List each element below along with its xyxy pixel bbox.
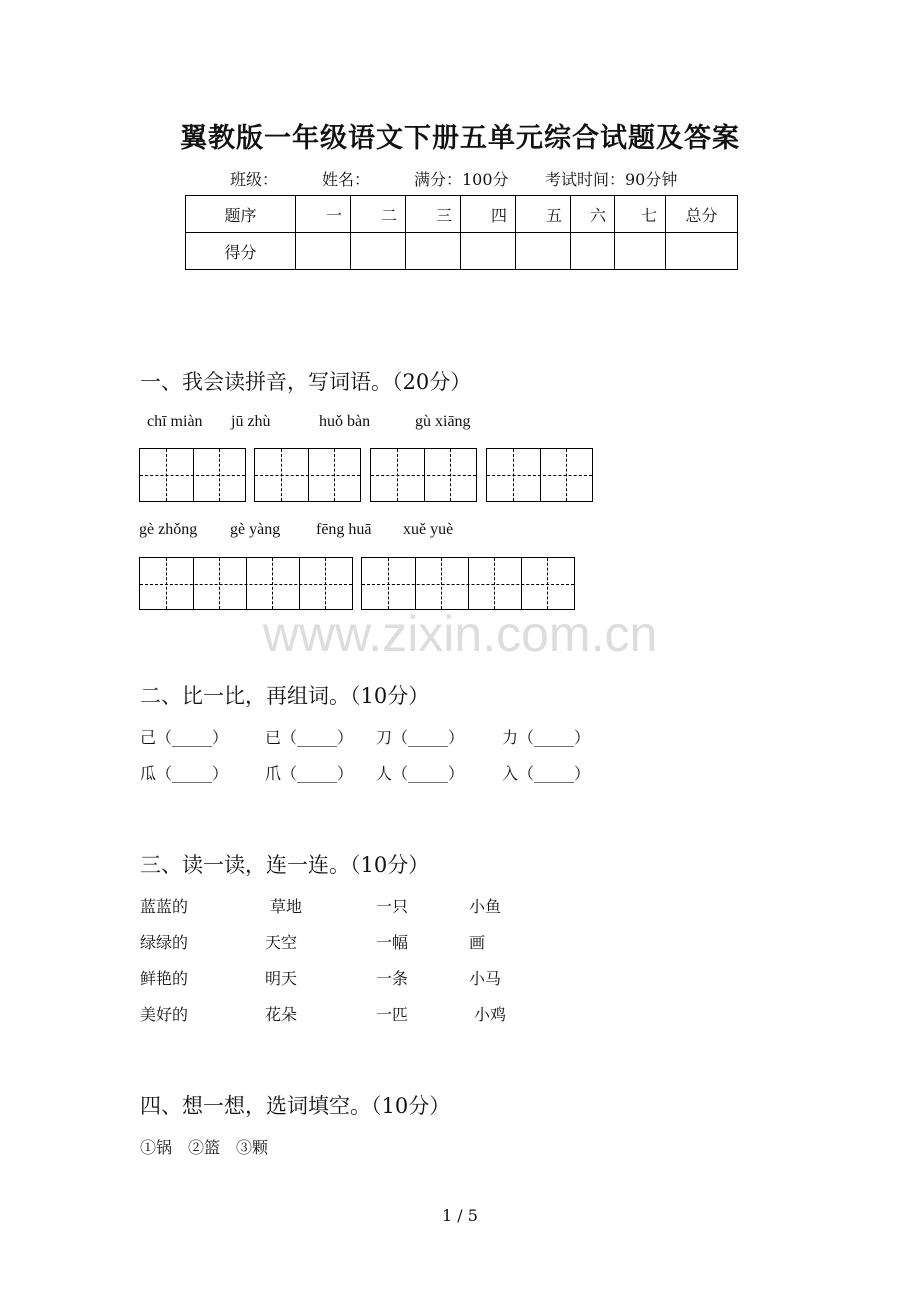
exam-time: 考试时间：90分钟 — [545, 170, 678, 189]
header-cell: 二 — [351, 196, 406, 233]
word-group: 瓜（_____） — [140, 764, 229, 783]
pinyin: xuě yuè — [403, 521, 454, 538]
match-item: 蓝蓝的 — [140, 897, 189, 916]
match-item: 小鸡 — [474, 1005, 507, 1024]
score-input-cell[interactable] — [461, 233, 516, 270]
section4-heading: 四、想一想，选词填空。（10分） — [140, 1094, 451, 1118]
match-item: 天空 — [265, 933, 298, 952]
score-input-cell[interactable] — [615, 233, 666, 270]
page-number: 1 / 5 — [442, 1206, 478, 1225]
word-options: ①锅 ②篮 ③颗 — [140, 1138, 269, 1157]
section2-heading: 二、比一比，再组词。（10分） — [140, 684, 430, 708]
match-item: 绿绿的 — [140, 933, 189, 952]
section3-heading: 三、读一读，连一连。（10分） — [140, 853, 430, 877]
score-input-cell[interactable] — [406, 233, 461, 270]
score-input-cell[interactable] — [516, 233, 571, 270]
writing-grid[interactable] — [370, 448, 477, 502]
writing-grid[interactable] — [486, 448, 593, 502]
word-group: 人（_____） — [376, 764, 465, 783]
page-title: 翼教版一年级语文下册五单元综合试题及答案 — [180, 123, 740, 154]
match-item: 小鱼 — [469, 897, 502, 916]
header-cell: 题序 — [186, 196, 296, 233]
full-score: 满分：100分 — [414, 170, 509, 189]
section1-heading: 一、我会读拼音，写词语。（20分） — [140, 370, 472, 394]
word-group: 刀（_____） — [376, 728, 465, 747]
pinyin: fēng huā — [316, 521, 372, 538]
watermark: www.zixin.com.cn — [262, 606, 658, 662]
word-group: 爪（_____） — [265, 764, 354, 783]
score-table-score-row — [186, 233, 738, 270]
score-input-cell[interactable] — [571, 233, 615, 270]
match-item: 草地 — [270, 897, 303, 916]
score-input-cell[interactable] — [351, 233, 406, 270]
writing-grid[interactable] — [254, 448, 361, 502]
match-item: 一只 — [376, 897, 409, 916]
pinyin: chī miàn — [147, 413, 203, 430]
header-cell: 三 — [406, 196, 461, 233]
match-item: 花朵 — [265, 1005, 298, 1024]
score-input-cell[interactable] — [666, 233, 738, 270]
word-group: 已（_____） — [265, 728, 354, 747]
writing-grid[interactable] — [361, 557, 575, 610]
score-input-cell[interactable] — [296, 233, 351, 270]
score-table-header-row — [186, 196, 738, 233]
match-item: 一幅 — [376, 933, 409, 952]
match-item: 鲜艳的 — [140, 969, 189, 988]
match-item: 美好的 — [140, 1005, 189, 1024]
header-cell: 七 — [615, 196, 666, 233]
pinyin: jū zhù — [231, 413, 271, 430]
word-group: 入（_____） — [502, 764, 591, 783]
name-label: 姓名： — [322, 170, 371, 189]
header-cell: 一 — [296, 196, 351, 233]
match-item: 一条 — [376, 969, 409, 988]
score-table — [185, 195, 738, 270]
match-item: 一匹 — [376, 1005, 409, 1024]
header-cell: 总分 — [666, 196, 738, 233]
match-item: 明天 — [265, 969, 298, 988]
header-cell: 六 — [571, 196, 615, 233]
pinyin: gè yàng — [230, 521, 281, 538]
class-label: 班级： — [230, 170, 279, 189]
header-cell: 五 — [516, 196, 571, 233]
writing-grid[interactable] — [139, 557, 353, 610]
word-group: 己（_____） — [140, 728, 229, 747]
pinyin: huǒ bàn — [319, 413, 371, 430]
match-item: 小马 — [469, 969, 502, 988]
pinyin: gè zhǒng — [139, 521, 198, 538]
match-item: 画 — [469, 933, 486, 952]
pinyin: gù xiāng — [415, 413, 471, 430]
writing-grid[interactable] — [139, 448, 246, 502]
score-label: 得分 — [186, 233, 296, 270]
header-cell: 四 — [461, 196, 516, 233]
word-group: 力（_____） — [502, 728, 591, 747]
